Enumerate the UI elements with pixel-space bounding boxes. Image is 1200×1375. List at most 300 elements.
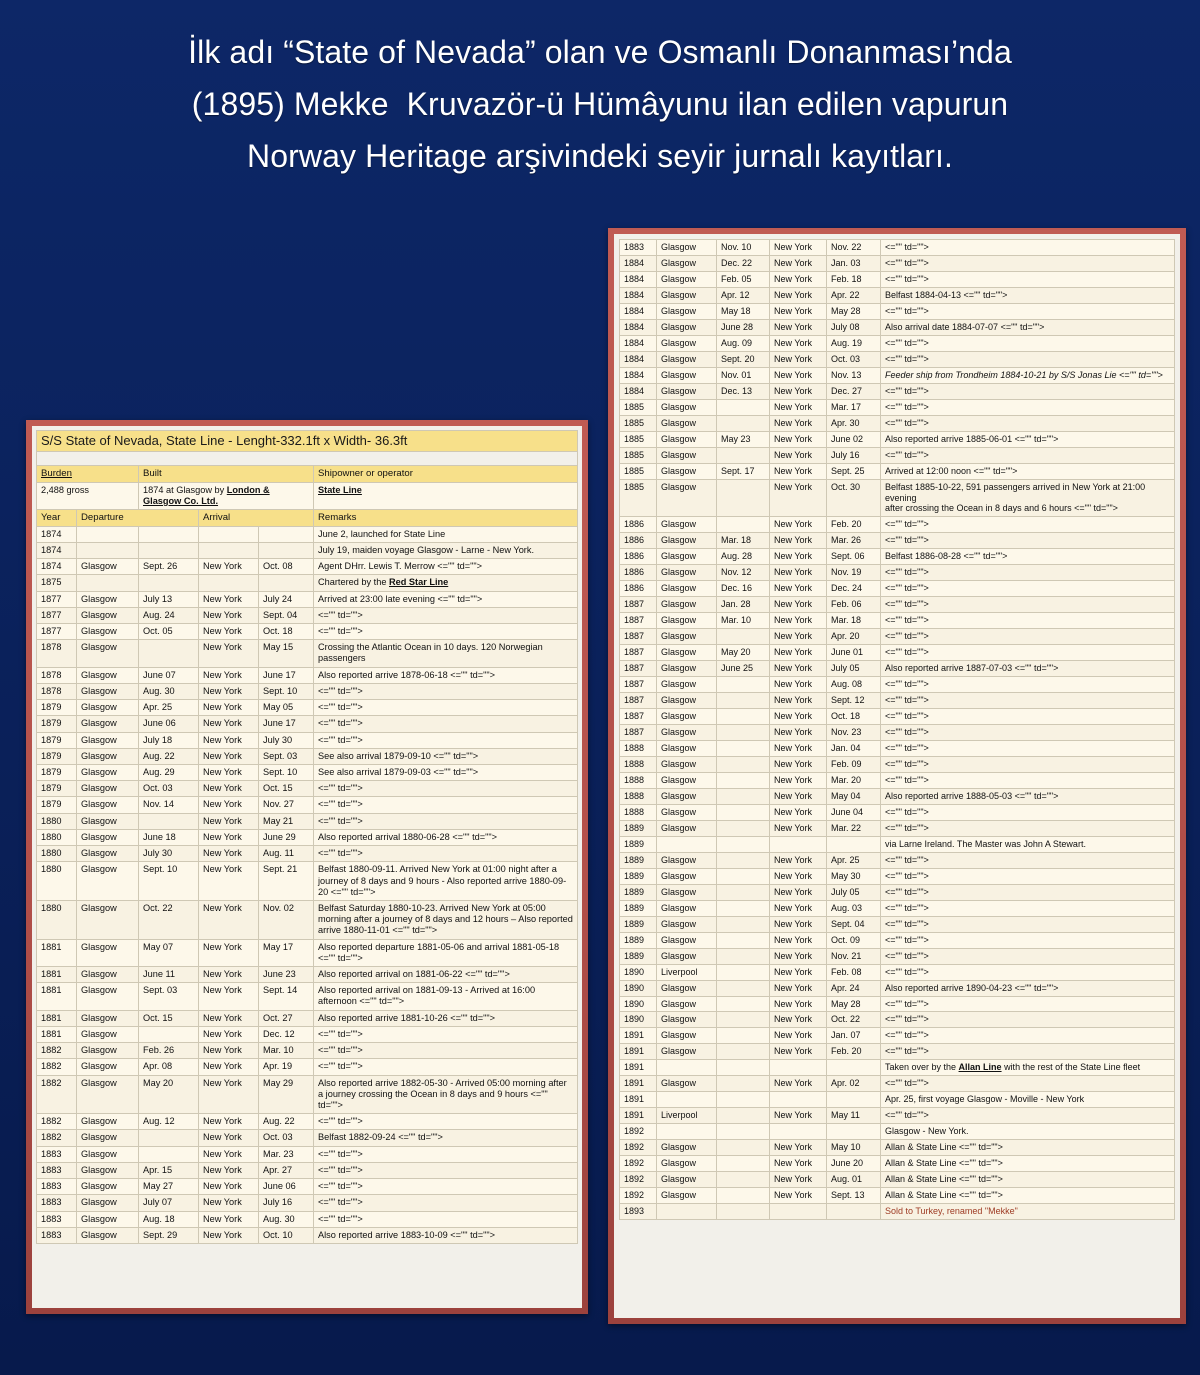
right-voyage-table — [619, 239, 1175, 1220]
cell-departure-date — [717, 820, 770, 836]
cell-year: 1888 — [620, 741, 657, 757]
cell-departure-port: Glasgow — [657, 741, 717, 757]
cell-departure-date: Nov. 12 — [717, 565, 770, 581]
cell-arrival-port: New York — [770, 351, 827, 367]
cell-arrival-port: New York — [770, 677, 827, 693]
cell-departure-date — [139, 526, 199, 542]
cell-remarks: Apr. 25, first voyage Glasgow - Moville - New York — [881, 1092, 1175, 1108]
cell-arrival-date: Apr. 25 — [827, 852, 881, 868]
table-row — [620, 240, 1175, 256]
cell-arrival-date: July 08 — [827, 319, 881, 335]
cell-arrival-date: May 30 — [827, 868, 881, 884]
cell-arrival-date: Apr. 24 — [827, 980, 881, 996]
cell-departure-date — [717, 1028, 770, 1044]
cell-arrival-date: May 04 — [827, 788, 881, 804]
cell-departure-date: Jan. 28 — [717, 597, 770, 613]
cell-departure-date: Nov. 01 — [717, 367, 770, 383]
cell-departure-port: Glasgow — [657, 900, 717, 916]
cell-departure-date: Sept. 29 — [139, 1227, 199, 1243]
cell-arrival-date: Oct. 30 — [827, 479, 881, 517]
cell-arrival-date: Feb. 09 — [827, 756, 881, 772]
built-link[interactable]: London & Glasgow Co. Ltd. — [143, 484, 270, 506]
cell-remarks: Also reported arrival on 1881-06-22 <="" td=""> — [314, 967, 578, 983]
table-row — [620, 772, 1175, 788]
cell-departure-date — [717, 629, 770, 645]
cell-arrival-port: New York — [199, 1179, 259, 1195]
table-row — [37, 797, 578, 813]
cell-departure-port — [657, 1124, 717, 1140]
cell-year: 1885 — [620, 447, 657, 463]
table-row — [620, 1028, 1175, 1044]
cell-remarks: <="" td=""> — [314, 1026, 578, 1042]
cell-arrival-port: New York — [199, 1026, 259, 1042]
cell-remarks: <="" td=""> — [314, 797, 578, 813]
cell-departure-date: Apr. 15 — [139, 1162, 199, 1178]
remarks-text: Taken over by the — [885, 1062, 959, 1073]
cell-arrival-date: Oct. 08 — [259, 559, 314, 575]
cell-arrival-date: July 24 — [259, 591, 314, 607]
cell-arrival-port — [770, 1124, 827, 1140]
cell-arrival-port: New York — [199, 781, 259, 797]
cell-arrival-port: New York — [199, 624, 259, 640]
cell-remarks: <="" td=""> — [314, 624, 578, 640]
table-row — [37, 591, 578, 607]
cell-arrival-date: Apr. 20 — [827, 629, 881, 645]
table-row — [620, 820, 1175, 836]
cell-departure-port — [657, 836, 717, 852]
cell-departure-port: Glasgow — [657, 804, 717, 820]
cell-remarks: Arrived at 12:00 noon <="" td=""> — [881, 463, 1175, 479]
left-table-frame — [26, 420, 588, 1314]
cell-arrival-date: June 20 — [827, 1156, 881, 1172]
cell-arrival-date: Aug. 22 — [259, 1114, 314, 1130]
cell-arrival-date: Mar. 17 — [827, 399, 881, 415]
cell-remarks: via Larne Ireland. The Master was John A Stewart. — [881, 836, 1175, 852]
cell-arrival-date: Aug. 30 — [259, 1211, 314, 1227]
cell-remarks: Also reported arrival 1880-06-28 <="" td=""> — [314, 829, 578, 845]
cell-arrival-port: New York — [199, 683, 259, 699]
cell-year: 1888 — [620, 788, 657, 804]
cell-year: 1879 — [37, 700, 77, 716]
cell-remarks: <="" td=""> — [881, 1044, 1175, 1060]
cell-remarks: Belfast 1885-10-22, 591 passengers arrived in New York at 21:00 evening after crossing the Ocean in 8 days and 6 hours <="" td=""> — [881, 479, 1175, 517]
table-row — [620, 900, 1175, 916]
cell-arrival-port: New York — [770, 240, 827, 256]
cell-arrival-port: New York — [770, 645, 827, 661]
cell-remarks: <="" td=""> — [881, 693, 1175, 709]
cell-remarks: <="" td=""> — [881, 948, 1175, 964]
table-row — [620, 1156, 1175, 1172]
cell-departure-date: Feb. 26 — [139, 1043, 199, 1059]
cell-year: 1887 — [620, 693, 657, 709]
cell-arrival-date: July 05 — [827, 884, 881, 900]
cell-year: 1877 — [37, 607, 77, 623]
cell-arrival-date: Mar. 22 — [827, 820, 881, 836]
cell-departure-date — [717, 709, 770, 725]
table-row — [37, 900, 578, 939]
cell-departure-port: Glasgow — [657, 996, 717, 1012]
cell-remarks: <="" td=""> — [881, 709, 1175, 725]
cell-departure-port: Glasgow — [77, 1211, 139, 1227]
cell-year: 1891 — [620, 1076, 657, 1092]
cell-remarks: <="" td=""> — [314, 1211, 578, 1227]
cell-arrival-port: New York — [199, 1043, 259, 1059]
cell-arrival-port: New York — [770, 868, 827, 884]
cell-remarks: <="" td=""> — [314, 813, 578, 829]
table-row — [37, 683, 578, 699]
cell-arrival-date: Oct. 18 — [259, 624, 314, 640]
cell-remarks: <="" td=""> — [881, 964, 1175, 980]
cell-departure-date — [139, 813, 199, 829]
cell-departure-port: Glasgow — [77, 1043, 139, 1059]
cell-departure-date — [717, 725, 770, 741]
cell-arrival-port: New York — [770, 932, 827, 948]
cell-arrival-port: New York — [770, 415, 827, 431]
cell-remarks: Also reported arrive 1883-10-09 <="" td=""> — [314, 1227, 578, 1243]
table-row — [620, 804, 1175, 820]
cell-remarks: <="" td=""> — [881, 613, 1175, 629]
cell-arrival-date — [827, 1204, 881, 1220]
cell-arrival-port: New York — [770, 948, 827, 964]
cell-departure-port: Glasgow — [77, 1146, 139, 1162]
cell-year: 1882 — [37, 1043, 77, 1059]
cell-departure-date — [717, 1060, 770, 1076]
cell-departure-date — [717, 804, 770, 820]
cell-departure-port: Glasgow — [657, 613, 717, 629]
remarks-text-after: with the rest of the State Line fleet — [1001, 1062, 1141, 1073]
cell-year: 1884 — [620, 271, 657, 287]
cell-arrival-port: New York — [199, 716, 259, 732]
cell-arrival-date: Jan. 03 — [827, 255, 881, 271]
cell-year: 1874 — [37, 542, 77, 558]
cell-arrival-port: New York — [770, 900, 827, 916]
cell-departure-date: Aug. 24 — [139, 607, 199, 623]
cell-year: 1890 — [620, 980, 657, 996]
cell-remarks: <="" td=""> — [881, 271, 1175, 287]
cell-departure-port: Glasgow — [657, 1012, 717, 1028]
table-row — [620, 996, 1175, 1012]
cell-departure-port: Glasgow — [657, 709, 717, 725]
cell-year: 1880 — [37, 846, 77, 862]
cell-remarks: <="" td=""> — [881, 447, 1175, 463]
cell-year: 1879 — [37, 797, 77, 813]
table-row — [37, 967, 578, 983]
spec-header-burden: Burden — [37, 465, 139, 482]
cell-arrival-date — [827, 836, 881, 852]
cell-arrival-date: Mar. 20 — [827, 772, 881, 788]
cell-arrival-date: Oct. 18 — [827, 709, 881, 725]
cell-arrival-date: May 11 — [827, 1108, 881, 1124]
cell-departure-date: July 13 — [139, 591, 199, 607]
table-row — [620, 351, 1175, 367]
cell-arrival-port: New York — [770, 399, 827, 415]
cell-remarks — [881, 1060, 1175, 1076]
col-departure: Departure — [77, 510, 199, 527]
cell-remarks: <="" td=""> — [881, 581, 1175, 597]
cell-arrival-port: New York — [770, 431, 827, 447]
cell-remarks: <="" td=""> — [881, 240, 1175, 256]
cell-departure-port: Glasgow — [657, 852, 717, 868]
cell-departure-port — [657, 1092, 717, 1108]
cell-arrival-port: New York — [770, 772, 827, 788]
table-row — [620, 1060, 1175, 1076]
cell-year: 1885 — [620, 399, 657, 415]
cell-remarks: Also reported arrive 1878-06-18 <="" td=""> — [314, 667, 578, 683]
cell-arrival-date: Nov. 02 — [259, 900, 314, 939]
cell-departure-port: Glasgow — [657, 399, 717, 415]
cell-year: 1887 — [620, 629, 657, 645]
cell-departure-port: Glasgow — [657, 868, 717, 884]
cell-remarks: <="" td=""> — [314, 700, 578, 716]
cell-departure-port: Glasgow — [77, 1227, 139, 1243]
cell-departure-date — [717, 1172, 770, 1188]
remarks-link[interactable]: Red Star Line — [389, 577, 449, 588]
cell-arrival-date: Nov. 21 — [827, 948, 881, 964]
table-row — [37, 1227, 578, 1243]
cell-arrival-port: New York — [199, 983, 259, 1010]
cell-departure-date — [717, 479, 770, 517]
cell-departure-date: May 23 — [717, 431, 770, 447]
cell-arrival-port: New York — [770, 447, 827, 463]
cell-arrival-date: July 16 — [259, 1195, 314, 1211]
cell-arrival-date: Mar. 10 — [259, 1043, 314, 1059]
cell-departure-date — [717, 884, 770, 900]
table-row — [620, 868, 1175, 884]
cell-departure-date: Apr. 08 — [139, 1059, 199, 1075]
cell-arrival-port: New York — [199, 829, 259, 845]
cell-arrival-date: Apr. 02 — [827, 1076, 881, 1092]
cell-remarks: <="" td=""> — [881, 597, 1175, 613]
cell-departure-date — [717, 772, 770, 788]
cell-remarks: <="" td=""> — [314, 1179, 578, 1195]
table-row — [620, 303, 1175, 319]
cell-arrival-port: New York — [770, 1012, 827, 1028]
cell-departure-date — [717, 1044, 770, 1060]
table-row — [620, 645, 1175, 661]
cell-year: 1883 — [37, 1162, 77, 1178]
cell-departure-port — [77, 542, 139, 558]
table-row — [37, 846, 578, 862]
cell-departure-date: Nov. 10 — [717, 240, 770, 256]
cell-remarks: Belfast Saturday 1880-10-23. Arrived New York at 05:00 morning after a journey of 8 days and 12 hours – Also reported arrive 1880-11-01 <="" td=""> — [314, 900, 578, 939]
cell-departure-port: Glasgow — [77, 1195, 139, 1211]
table-row — [620, 1076, 1175, 1092]
cell-departure-date: Apr. 25 — [139, 700, 199, 716]
table-row — [37, 1043, 578, 1059]
cell-arrival-date: Dec. 24 — [827, 581, 881, 597]
cell-departure-date: Aug. 09 — [717, 335, 770, 351]
table-row — [620, 271, 1175, 287]
cell-arrival-date: Sept. 10 — [259, 764, 314, 780]
table-row — [620, 415, 1175, 431]
cell-year: 1879 — [37, 748, 77, 764]
cell-arrival-port: New York — [770, 996, 827, 1012]
cell-arrival-date: Oct. 15 — [259, 781, 314, 797]
cell-departure-port: Glasgow — [657, 756, 717, 772]
col-year: Year — [37, 510, 77, 527]
table-row — [37, 748, 578, 764]
cell-year: 1889 — [620, 836, 657, 852]
cell-remarks: <="" td=""> — [881, 399, 1175, 415]
cell-arrival-port: New York — [770, 1156, 827, 1172]
cell-arrival-port: New York — [770, 517, 827, 533]
cell-arrival-date: Sept. 14 — [259, 983, 314, 1010]
cell-remarks: Also reported arrive 1890-04-23 <="" td=""> — [881, 980, 1175, 996]
cell-year: 1877 — [37, 624, 77, 640]
cell-year: 1883 — [37, 1211, 77, 1227]
cell-arrival-port: New York — [770, 1188, 827, 1204]
cell-remarks: <="" td=""> — [314, 607, 578, 623]
table-row — [37, 1146, 578, 1162]
cell-departure-date: May 20 — [139, 1075, 199, 1114]
table-row — [37, 781, 578, 797]
cell-arrival-port: New York — [770, 463, 827, 479]
cell-departure-port: Glasgow — [77, 967, 139, 983]
cell-departure-date: Aug. 30 — [139, 683, 199, 699]
cell-arrival-port: New York — [770, 629, 827, 645]
cell-departure-port: Glasgow — [657, 383, 717, 399]
cell-arrival-port: New York — [199, 939, 259, 966]
cell-remarks: June 2, launched for State Line — [314, 526, 578, 542]
table-row — [37, 607, 578, 623]
cell-remarks: <="" td=""> — [881, 565, 1175, 581]
table-row — [620, 661, 1175, 677]
cell-year: 1887 — [620, 709, 657, 725]
table-row — [620, 1172, 1175, 1188]
spec-header-row — [37, 465, 578, 482]
cell-departure-date: Sept. 03 — [139, 983, 199, 1010]
col-remarks: Remarks — [314, 510, 578, 527]
cell-remarks: <="" td=""> — [881, 629, 1175, 645]
cell-departure-port: Glasgow — [77, 1026, 139, 1042]
table-row — [620, 399, 1175, 415]
cell-departure-port: Glasgow — [657, 788, 717, 804]
cell-arrival-port: New York — [770, 916, 827, 932]
cell-departure-port: Glasgow — [77, 797, 139, 813]
cell-departure-date — [717, 916, 770, 932]
cell-arrival-port: New York — [770, 725, 827, 741]
cell-arrival-date: Feb. 08 — [827, 964, 881, 980]
cell-year: 1884 — [620, 255, 657, 271]
table-row — [620, 1204, 1175, 1220]
cell-arrival-port — [199, 526, 259, 542]
cell-year: 1886 — [620, 517, 657, 533]
cell-arrival-port: New York — [770, 804, 827, 820]
cell-arrival-port: New York — [770, 479, 827, 517]
table-row — [620, 287, 1175, 303]
cell-departure-port: Glasgow — [657, 725, 717, 741]
table-row — [37, 1162, 578, 1178]
cell-departure-date — [717, 415, 770, 431]
cell-departure-date — [717, 677, 770, 693]
cell-departure-port: Glasgow — [77, 1162, 139, 1178]
cell-departure-port: Glasgow — [657, 240, 717, 256]
cell-arrival-date — [827, 1124, 881, 1140]
table-row — [620, 565, 1175, 581]
cell-year: 1884 — [620, 335, 657, 351]
cell-arrival-port: New York — [199, 732, 259, 748]
cell-departure-port: Glasgow — [77, 1114, 139, 1130]
table-row — [37, 939, 578, 966]
cell-arrival-port: New York — [770, 383, 827, 399]
cell-remarks: <="" td=""> — [881, 677, 1175, 693]
cell-arrival-port — [770, 1092, 827, 1108]
cell-remarks: Allan & State Line <="" td=""> — [881, 1156, 1175, 1172]
table-row — [620, 852, 1175, 868]
cell-year: 1880 — [37, 813, 77, 829]
cell-departure-port: Glasgow — [77, 1059, 139, 1075]
cell-remarks: Also reported arrive 1881-10-26 <="" td=""> — [314, 1010, 578, 1026]
cell-arrival-date: Mar. 23 — [259, 1146, 314, 1162]
cell-departure-port: Glasgow — [657, 1140, 717, 1156]
cell-year: 1884 — [620, 351, 657, 367]
cell-departure-date: June 18 — [139, 829, 199, 845]
table-row — [620, 581, 1175, 597]
table-row — [620, 693, 1175, 709]
cell-arrival-date: Apr. 22 — [827, 287, 881, 303]
table-row — [37, 526, 578, 542]
cell-arrival-port: New York — [199, 1059, 259, 1075]
cell-year: 1880 — [37, 829, 77, 845]
cell-departure-port — [657, 1204, 717, 1220]
table-row — [37, 983, 578, 1010]
cell-arrival-port: New York — [199, 1162, 259, 1178]
cell-year: 1892 — [620, 1140, 657, 1156]
cell-year: 1879 — [37, 732, 77, 748]
cell-year: 1874 — [37, 526, 77, 542]
cell-departure-date — [717, 517, 770, 533]
cell-year: 1886 — [620, 565, 657, 581]
table-row — [620, 948, 1175, 964]
cell-departure-date — [717, 1140, 770, 1156]
cell-departure-date — [717, 693, 770, 709]
cell-departure-port: Glasgow — [657, 932, 717, 948]
table-row — [37, 1026, 578, 1042]
col-arrival: Arrival — [199, 510, 314, 527]
cell-year: 1878 — [37, 640, 77, 667]
cell-arrival-date: Apr. 30 — [827, 415, 881, 431]
cell-arrival-date: Apr. 19 — [259, 1059, 314, 1075]
cell-remarks: <="" td=""> — [881, 741, 1175, 757]
cell-year: 1892 — [620, 1172, 657, 1188]
cell-arrival-port: New York — [770, 1076, 827, 1092]
cell-departure-port: Glasgow — [77, 683, 139, 699]
cell-remarks: <="" td=""> — [881, 517, 1175, 533]
cell-year: 1883 — [37, 1195, 77, 1211]
cell-arrival-port: New York — [770, 964, 827, 980]
cell-departure-date: Oct. 15 — [139, 1010, 199, 1026]
shipowner-link[interactable]: State Line — [318, 484, 362, 495]
remarks-link[interactable]: Allan Line — [958, 1062, 1002, 1073]
cell-departure-port: Glasgow — [657, 693, 717, 709]
cell-arrival-port: New York — [770, 581, 827, 597]
cell-remarks: <="" td=""> — [881, 868, 1175, 884]
cell-departure-port: Glasgow — [657, 772, 717, 788]
cell-departure-port: Glasgow — [657, 463, 717, 479]
cell-arrival-date: May 17 — [259, 939, 314, 966]
cell-departure-date — [717, 1012, 770, 1028]
cell-departure-port: Glasgow — [657, 565, 717, 581]
cell-year: 1886 — [620, 549, 657, 565]
table-row — [620, 836, 1175, 852]
cell-arrival-date: July 16 — [827, 447, 881, 463]
cell-year: 1883 — [37, 1227, 77, 1243]
cell-year: 1879 — [37, 764, 77, 780]
cell-remarks: Also reported arrive 1885-06-01 <="" td=""> — [881, 431, 1175, 447]
cell-departure-port: Glasgow — [77, 1179, 139, 1195]
cell-departure-date: June 28 — [717, 319, 770, 335]
table-row — [620, 367, 1175, 383]
